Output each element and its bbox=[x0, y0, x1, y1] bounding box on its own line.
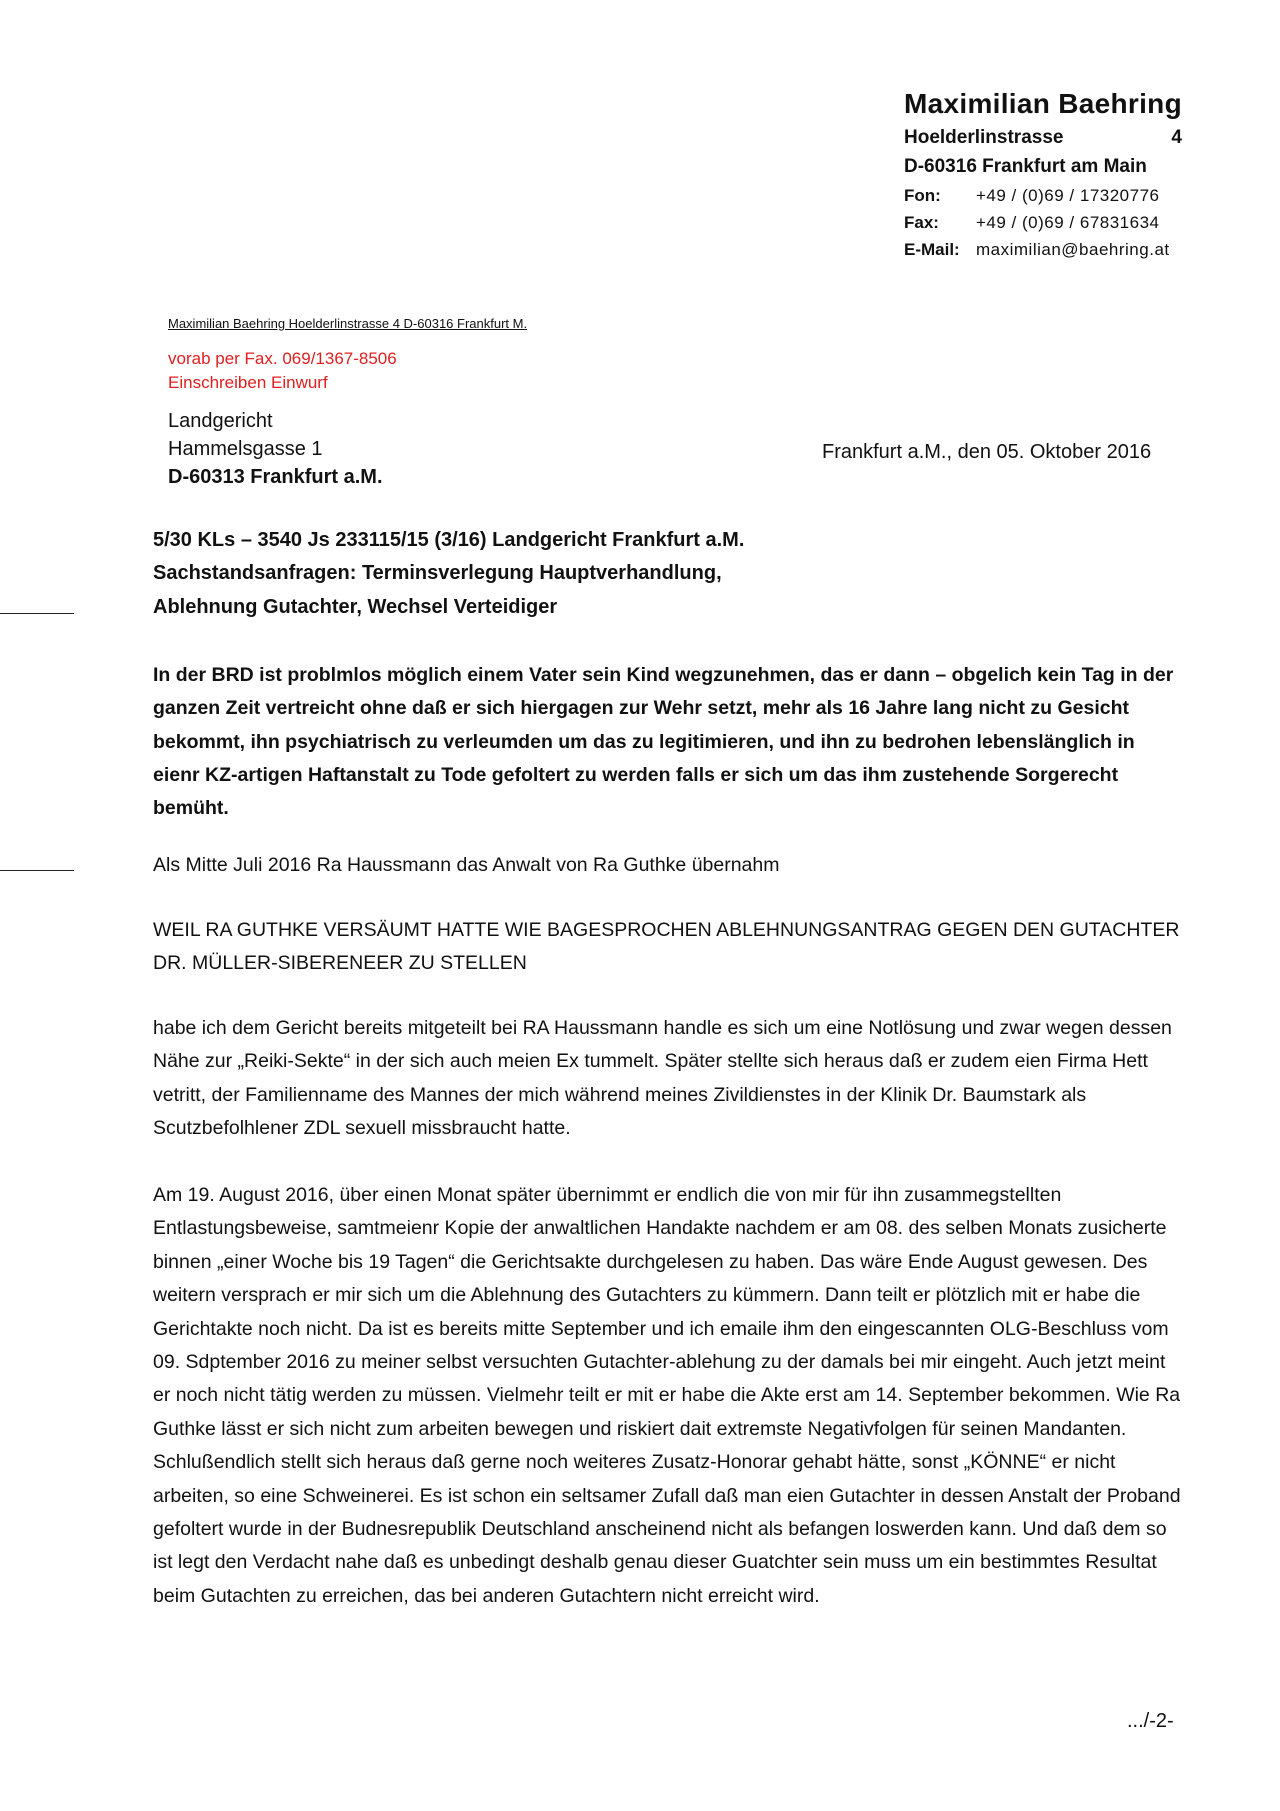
fold-mark-lower bbox=[0, 870, 74, 871]
recipient-city: D-60313 Frankfurt a.M. bbox=[168, 466, 383, 488]
phone-label: Fon: bbox=[904, 186, 941, 205]
recipient-name: Landgericht bbox=[168, 410, 273, 432]
fold-mark-upper bbox=[0, 613, 74, 614]
subject-line-1: 5/30 KLs – 3540 Js 233115/15 (3/16) Landgericht Frankfurt a.M. bbox=[153, 529, 745, 551]
fax-note: vorab per Fax. 069/1367-8506 bbox=[168, 349, 397, 368]
subject-line-2: Sachstandsanfragen: Terminsverlegung Hauptverhandlung, bbox=[153, 562, 722, 584]
letter-date: Frankfurt a.M., den 05. Oktober 2016 bbox=[822, 441, 1152, 463]
registered-mail-note: Einschreiben Einwurf bbox=[168, 373, 328, 392]
return-address-line: Maximilian Baehring Hoelderlinstrasse 4 D-60316 Frankfurt M. bbox=[168, 316, 528, 331]
sender-street-name: Hoelderlinstrasse bbox=[904, 127, 1064, 148]
sender-name: Maximilian Baehring bbox=[904, 88, 1182, 119]
email-value: maximilian@baehring.at bbox=[976, 240, 1170, 259]
sender-house-number: 4 bbox=[1171, 127, 1182, 148]
email-label: E-Mail: bbox=[904, 240, 960, 259]
phone-value: +49 / (0)69 / 17320776 bbox=[976, 186, 1160, 205]
page-continuation-marker: .../-2- bbox=[1127, 1710, 1174, 1732]
subject-line-3: Ablehnung Gutachter, Wechsel Verteidiger bbox=[153, 596, 558, 618]
body-paragraph-caps: WEIL RA GUTHKE VERSÄUMT HATTE WIE BAGESPROCHEN ABLEHNUNGSANTRAG GEGEN DEN GUTACHTER DR. MÜLLER-SIBERENEER ZU STELLEN bbox=[153, 919, 1180, 975]
fax-value: +49 / (0)69 / 67831634 bbox=[976, 213, 1160, 232]
sender-street bbox=[904, 127, 1182, 149]
recipient-street: Hammelsgasse 1 bbox=[168, 438, 323, 460]
body-paragraph-august: Am 19. August 2016, über einen Monat später übernimmt er endlich die von mir für ihn zusammegstellten Entlastungsbeweise, samtmeienr Kopie der anwaltlichen Handakte nachdem er am 08. des selben Monats zusicherte binnen „einer Woche bis 19 Tagen“ die Gerichtsakte durchgelesen zu haben. Das wäre Ende August gewesen. Des weitern versprach er mir sich um die Ablehnung des Gutachters zu kümmern. Dann teilt er plötzlich mit er habe die Gerichtakte noch nicht. Da ist es bereits mitte September und ich emaile ihm den eingescannten OLG-Beschluss vom 09. Sdptember 2016 zu meiner selbst versuchten Gutachter-ablehung zu der damals bei mir eingeht. Auch jetzt meint er noch nicht tätig werden zu müssen. Vielmehr teilt er mit er habe die Akte erst am 14. September bekommen. Wie Ra Guthke lässt er sich nicht zum arbeiten bewegen und riskiert dait extremste Negativfolgen für seinen Mandanten. Schlußendlich stellt sich heraus daß gerne noch weiteres Zusatz-Honorar gehabt hätte, sonst „KÖNNE“ er nicht arbeiten, so eine Schweinerei. Es ist schon ein seltsamer Zufall daß man eien Gutachter in dessen Anstalt der Proband gefoltert wurde in der Budnesrepublik Deutschland anscheinend nicht als befangen loswerden kann. Und daß dem so ist legt den Verdacht nahe daß es unbedingt deshalb genau dieser Guatchter sein muss um ein bestimmtes Resultat beim Gutachten zu erreichen, das bei anderen Gutachtern nicht erreicht wird. bbox=[153, 1184, 1181, 1607]
body-intro-paragraph: In der BRD ist problmlos möglich einem Vater sein Kind wegzunehmen, das er dann – obgelich kein Tag in der ganzen Zeit vertreicht ohne daß er sich hiergagen zur Wehr setzt, mehr als 16 Jahre lang nicht zu Gesicht bekommt, ihn psychiatrisch zu verleumden um das zu legitimieren, und ihn zu bedrohen lebenslänglich in eienr KZ-artigen Haftanstalt zu Tode gefoltert zu werden falls er sich um das ihm zustehende Sorgerecht bemüht. bbox=[153, 664, 1174, 820]
sender-city: D-60316 Frankfurt am Main bbox=[904, 156, 1147, 177]
fax-label: Fax: bbox=[904, 213, 939, 232]
sender-fax bbox=[904, 213, 1160, 233]
body-paragraph-notloesung: habe ich dem Gericht bereits mitgeteilt bei RA Haussmann handle es sich um eine Notlösung und zwar wegen dessen Nähe zur „Reiki-Sekte“ in der sich auch meien Ex tummelt. Später stellte sich heraus daß er zudem eien Firma Hett vetritt, der Familienname des Mannes der mich während meines Zivildienstes in der Klinik Dr. Baumstark als Scutzbefolhlener ZDL sexuell missbraucht hatte. bbox=[153, 1017, 1172, 1140]
sender-phone bbox=[904, 186, 1160, 206]
sender-email bbox=[904, 240, 1170, 260]
body-paragraph-juli: Als Mitte Juli 2016 Ra Haussmann das Anwalt von Ra Guthke übernahm bbox=[153, 854, 780, 876]
